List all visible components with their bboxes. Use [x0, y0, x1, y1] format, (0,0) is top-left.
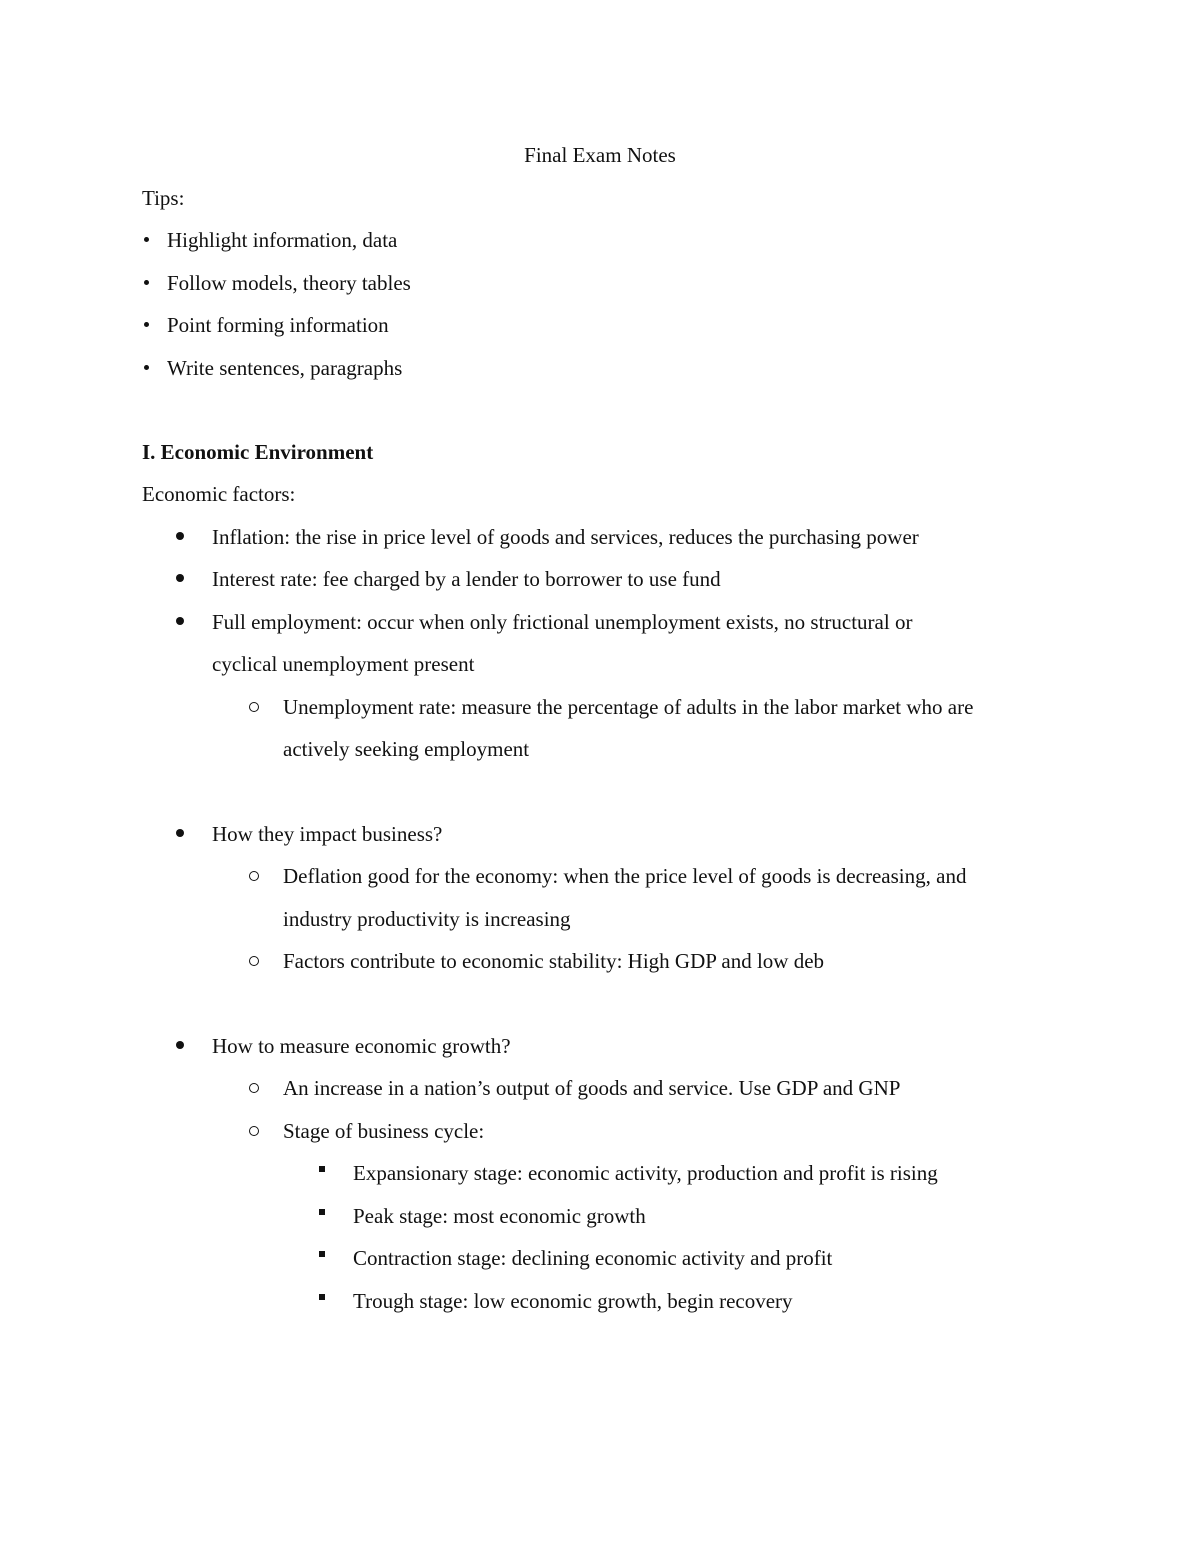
subpoint-text-continued: industry productivity is increasing — [283, 907, 571, 931]
stage-text: Expansionary stage: economic activity, production and profit is rising — [353, 1161, 938, 1185]
factor-text: Interest rate: fee charged by a lender to borrower to use fund — [212, 567, 721, 591]
bullet-icon — [176, 532, 184, 540]
subpoint-text: Factors contribute to economic stability: High GDP and low deb — [283, 949, 825, 973]
factor-text: Inflation: the rise in price level of goods and services, reduces the purchasing power — [212, 525, 919, 549]
question-text: How to measure economic growth? — [212, 1034, 511, 1058]
section-intro: Economic factors: — [142, 482, 296, 506]
subpoint-text-continued: actively seeking employment — [283, 737, 530, 761]
tip-text: Point forming information — [167, 313, 389, 337]
ring-bullet-icon — [249, 871, 259, 881]
ring-bullet-icon — [249, 1126, 259, 1136]
square-bullet-icon — [319, 1251, 325, 1257]
tips-heading: Tips: — [142, 186, 185, 210]
question-text: How they impact business? — [212, 822, 443, 846]
stage-text: Contraction stage: declining economic activity and profit — [353, 1246, 833, 1270]
ring-bullet-icon — [249, 956, 259, 966]
bullet-icon — [176, 617, 184, 625]
square-bullet-icon — [319, 1209, 325, 1215]
stage-text: Peak stage: most economic growth — [353, 1204, 646, 1228]
subpoint-text: Deflation good for the economy: when the price level of goods is decreasing, and — [283, 864, 967, 888]
tip-text: Follow models, theory tables — [167, 271, 411, 295]
tip-text: Write sentences, paragraphs — [167, 356, 403, 380]
bullet-icon — [176, 829, 184, 837]
factor-text: Full employment: occur when only frictional unemployment exists, no structural or — [212, 610, 913, 634]
bullet-icon — [176, 574, 184, 582]
document-title: Final Exam Notes — [524, 143, 676, 167]
bullet-icon — [144, 322, 149, 327]
factor-text-continued: cyclical unemployment present — [212, 652, 475, 676]
subpoint-text: An increase in a nation’s output of goods and service. Use GDP and GNP — [283, 1076, 901, 1100]
stage-text: Trough stage: low economic growth, begin recovery — [353, 1289, 793, 1313]
ring-bullet-icon — [249, 702, 259, 712]
bullet-icon — [144, 280, 149, 285]
tip-text: Highlight information, data — [167, 228, 398, 252]
bullet-icon — [176, 1041, 184, 1049]
square-bullet-icon — [319, 1294, 325, 1300]
subpoint-text: Stage of business cycle: — [283, 1119, 485, 1143]
section-heading: I. Economic Environment — [142, 440, 374, 464]
square-bullet-icon — [319, 1166, 325, 1172]
subpoint-text: Unemployment rate: measure the percentage of adults in the labor market who are — [283, 695, 974, 719]
bullet-icon — [144, 365, 149, 370]
ring-bullet-icon — [249, 1083, 259, 1093]
bullet-icon — [144, 237, 149, 242]
